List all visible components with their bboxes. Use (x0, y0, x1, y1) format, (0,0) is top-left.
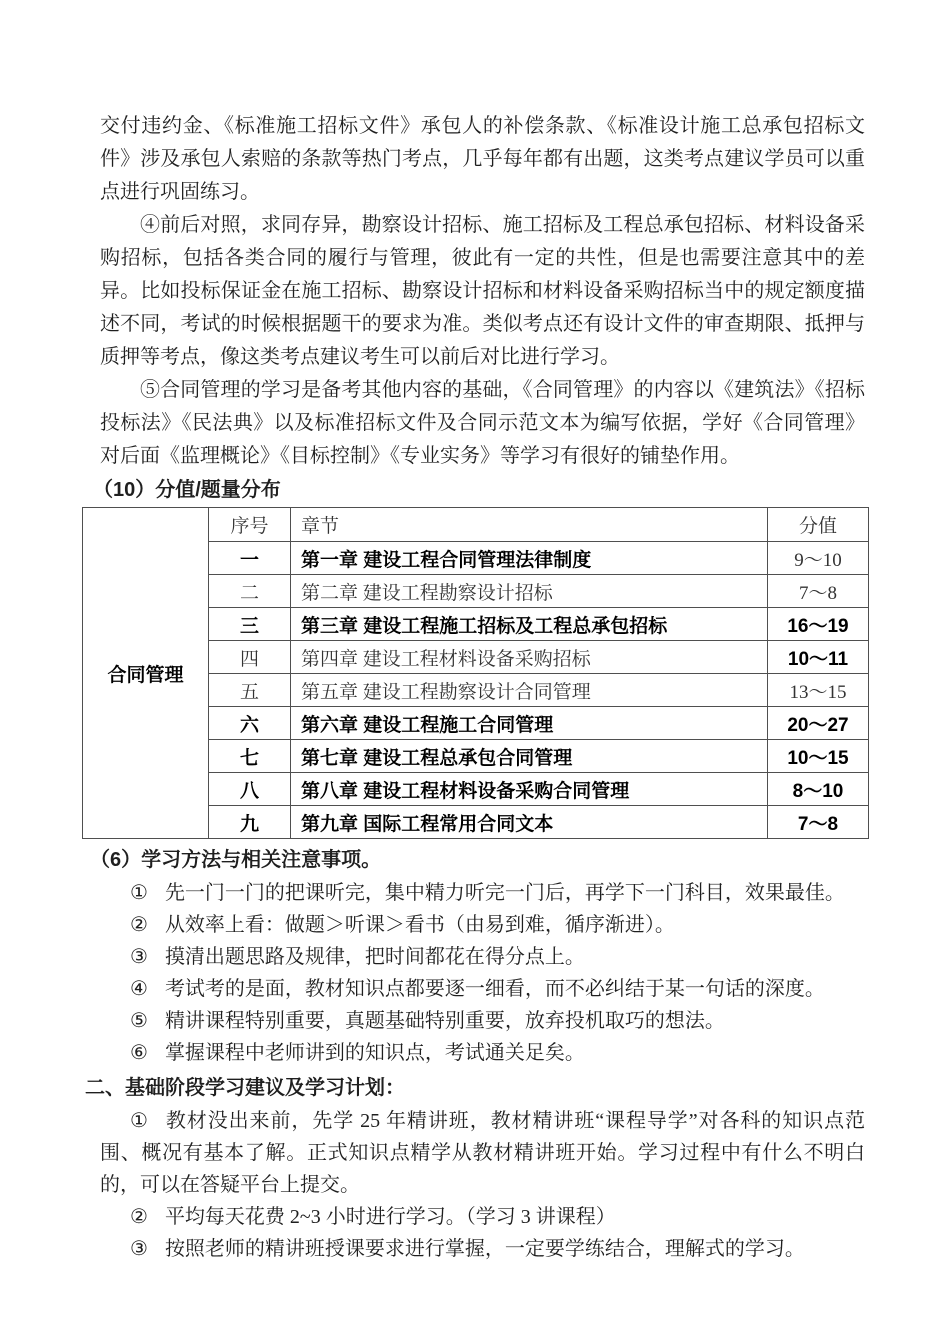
method-item (100, 941, 865, 973)
item-number: ③ (130, 1238, 148, 1260)
method-item (100, 1037, 865, 1069)
score-table-body (83, 508, 869, 839)
index-cell: 五 (209, 674, 291, 707)
item-text: 从效率上看：做题＞听课＞看书（由易到难，循序渐进）。 (164, 914, 675, 936)
method-item (100, 973, 865, 1005)
score-cell-value: 16～19 (768, 608, 869, 641)
item-number: ⑤ (130, 1010, 148, 1032)
column-header-score: 分值 (768, 508, 869, 542)
plan-item (100, 1201, 865, 1233)
paragraph-point-4: ④前后对照，求同存异，勘察设计招标、施工招标及工程总承包招标、材料设备采购招标，包括各类合同的履行与管理，彼此有一定的共性，但是也需要注意其中的差异。比如投标保证金在施工招标、勘察设计招标和材料设备采购招标当中的规定额度描述不同，考试的时候根据题干的要求为准。类似考点还有设计文件的审查期限、抵押与质押等考点，像这类考点建议考生可以前后对比进行学习。 (100, 214, 865, 368)
item-number: ① (130, 882, 148, 904)
item-number: ② (130, 1206, 148, 1228)
index-cell: 八 (209, 773, 291, 806)
score-distribution-heading: （10）分值/题量分布 (93, 479, 281, 501)
chapter-cell: 第九章 国际工程常用合同文本 (291, 806, 768, 839)
item-text: 按照老师的精讲班授课要求进行掌握，一定要学练结合，理解式的学习。 (164, 1238, 805, 1260)
score-cell-value: 7～8 (768, 806, 869, 839)
method-item (100, 909, 865, 941)
plan-item (100, 1105, 865, 1201)
table-header-row (83, 508, 869, 542)
plan-section-heading: 二、基础阶段学习建议及学习计划： (85, 1077, 405, 1099)
chapter-cell: 第六章 建设工程施工合同管理 (291, 707, 768, 740)
method-item (100, 1005, 865, 1037)
item-text: 教材没出来前，先学 25 年精讲班，教材精讲班“课程导学”对各科的知识点范围、概况有基本了解。正式知识点精学从教材精讲班开始。学习过程中有什么不明白的，可以在答疑平台上提交。 (100, 1110, 865, 1196)
score-cell-value: 20～27 (768, 707, 869, 740)
chapter-cell: 第二章 建设工程勘察设计招标 (291, 575, 768, 608)
chapter-cell: 第八章 建设工程材料设备采购合同管理 (291, 773, 768, 806)
group-label-cell: 合同管理 (83, 508, 209, 839)
methods-list (100, 877, 865, 1069)
index-cell: 一 (209, 542, 291, 575)
index-cell: 六 (209, 707, 291, 740)
score-cell-value: 13～15 (768, 674, 869, 707)
item-text: 掌握课程中老师讲到的知识点，考试通关足矣。 (164, 1042, 585, 1064)
chapter-cell: 第三章 建设工程施工招标及工程总承包招标 (291, 608, 768, 641)
score-cell-value: 7～8 (768, 575, 869, 608)
item-text: 先一门一门的把课听完，集中精力听完一门后，再学下一门科目，效果最佳。 (164, 882, 845, 904)
index-cell: 四 (209, 641, 291, 674)
column-header-index: 序号 (209, 508, 291, 542)
chapter-cell: 第五章 建设工程勘察设计合同管理 (291, 674, 768, 707)
column-header-chapter: 章节 (291, 508, 768, 542)
item-number: ① (130, 1110, 149, 1132)
item-number: ④ (130, 978, 148, 1000)
score-cell-value: 9～10 (768, 542, 869, 575)
index-cell: 七 (209, 740, 291, 773)
chapter-cell: 第一章 建设工程合同管理法律制度 (291, 542, 768, 575)
score-distribution-table (82, 507, 869, 839)
item-text: 平均每天花费 2~3 小时进行学习。（学习 3 讲课程） (164, 1206, 616, 1228)
methods-heading: （6）学习方法与相关注意事项。 (90, 849, 382, 871)
item-number: ② (130, 914, 148, 936)
score-cell-value: 8～10 (768, 773, 869, 806)
index-cell: 三 (209, 608, 291, 641)
paragraph-continuation: 交付违约金、《标准施工招标文件》承包人的补偿条款、《标准设计施工总承包招标文件》涉及承包人索赔的条款等热门考点，几乎每年都有出题，这类考点建议学员可以重点进行巩固练习。 (100, 115, 865, 203)
paragraph-point-5: ⑤合同管理的学习是备考其他内容的基础，《合同管理》的内容以《建筑法》《招标投标法》《民法典》以及标准招标文件及合同示范文本为编写依据，学好《合同管理》对后面《监理概论》《目标控制》《专业实务》等学习有很好的铺垫作用。 (100, 379, 865, 467)
score-cell-value: 10～15 (768, 740, 869, 773)
item-text: 精讲课程特别重要，真题基础特别重要，放弃投机取巧的想法。 (164, 1010, 725, 1032)
item-text: 摸清出题思路及规律，把时间都花在得分点上。 (164, 946, 585, 968)
index-cell: 二 (209, 575, 291, 608)
index-cell: 九 (209, 806, 291, 839)
method-item (100, 877, 865, 909)
plan-item (100, 1233, 865, 1265)
plan-list (100, 1105, 865, 1265)
score-cell-value: 10～11 (768, 641, 869, 674)
chapter-cell: 第七章 建设工程总承包合同管理 (291, 740, 768, 773)
item-number: ⑥ (130, 1042, 148, 1064)
item-number: ③ (130, 946, 148, 968)
chapter-cell: 第四章 建设工程材料设备采购招标 (291, 641, 768, 674)
item-text: 考试考的是面，教材知识点都要逐一细看，而不必纠结于某一句话的深度。 (164, 978, 825, 1000)
